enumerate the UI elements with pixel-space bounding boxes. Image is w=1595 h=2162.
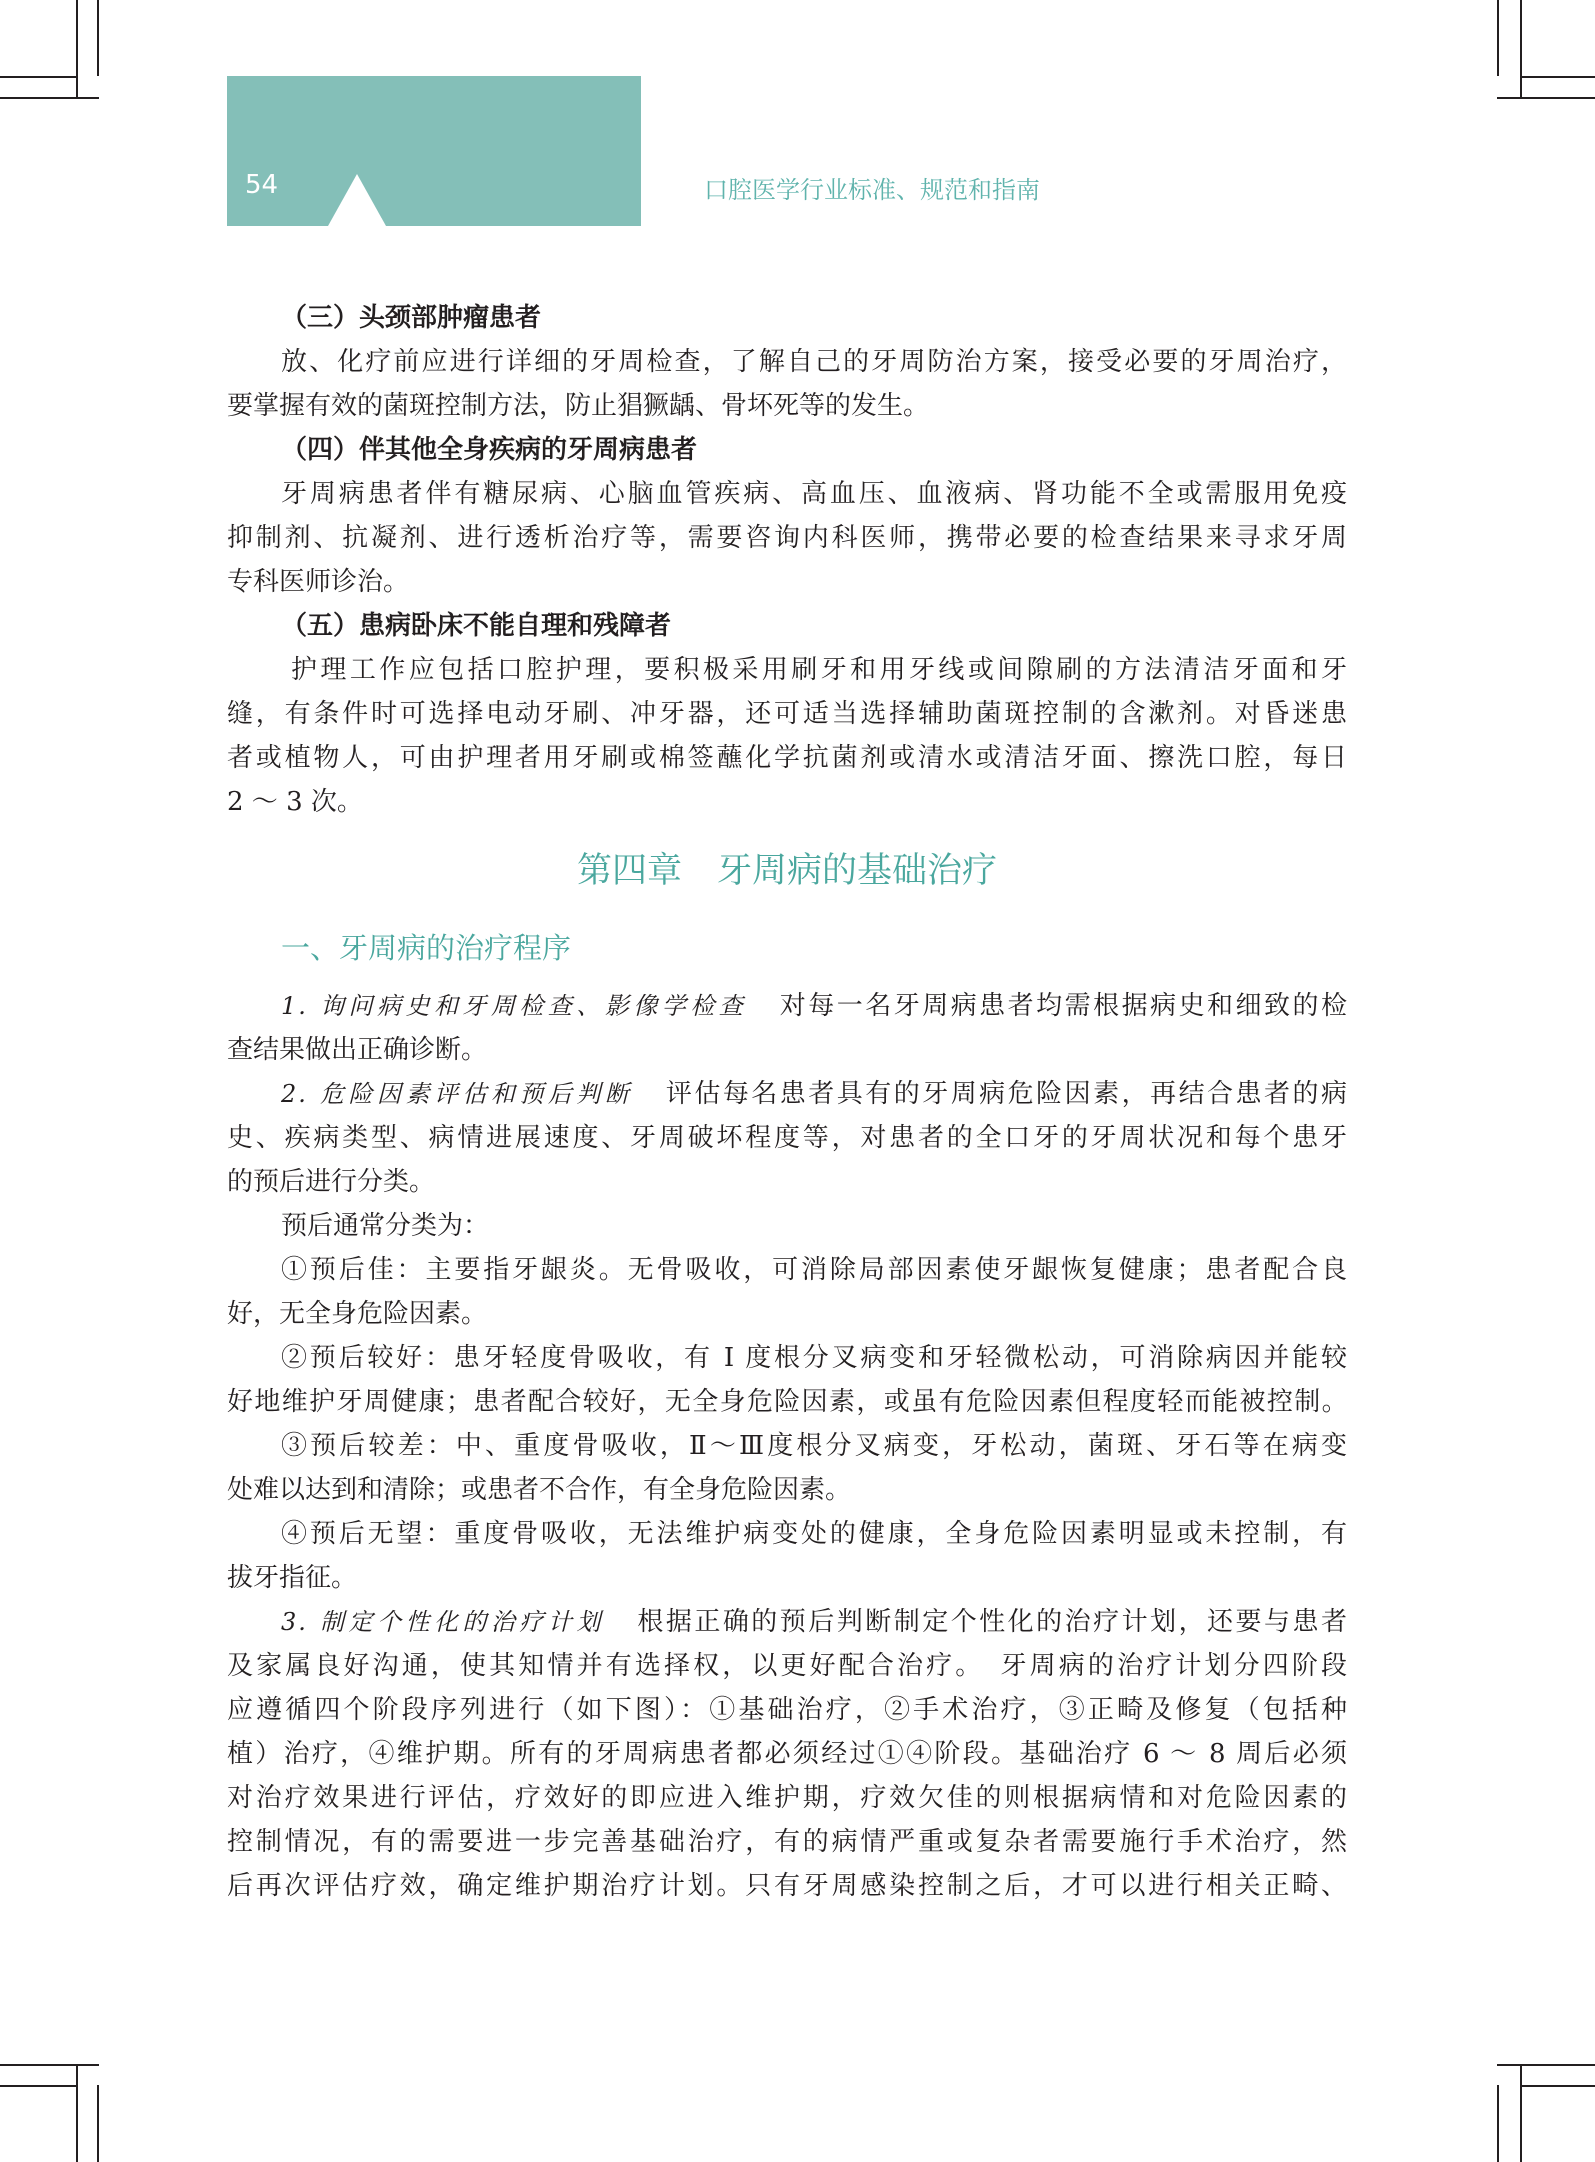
chapter-title: 第四章 牙周病的基础治疗: [576, 851, 997, 891]
paragraph-line: 查结果做出正确诊断。: [227, 1035, 488, 1065]
paragraph-line: 史、疾病类型、病情进展速度、牙周破坏程度等，对患者的全口牙的牙周状况和每个患牙: [227, 1123, 1347, 1153]
crop-mark-tl-h2: [0, 97, 99, 99]
paragraph-line: 者或植物人，可由护理者用牙刷或棉签蘸化学抗菌剂或清水或清洁牙面、擦洗口腔，每日: [227, 743, 1347, 773]
paragraph-line: 护理工作应包括口腔护理，要积极采用刷牙和用牙线或间隙刷的方法清洁牙面和牙: [291, 655, 1347, 685]
crop-mark-bl-h2: [0, 2064, 99, 2066]
paragraph-line: 专科医师诊治。: [227, 567, 410, 597]
running-title: 口腔医学行业标准、规范和指南: [704, 176, 1040, 204]
prognosis-poor: ③预后较差：中、重度骨吸收，Ⅱ～Ⅲ度根分叉病变，牙松动，菌斑、牙石等在病变: [281, 1431, 1347, 1461]
item-1-line: [227, 984, 1347, 1028]
section-heading-4: （四）伴其他全身疾病的牙周病患者: [281, 435, 698, 465]
item-2-line: [227, 1072, 1347, 1116]
prognosis-good: ①预后佳：主要指牙龈炎。无骨吸收，可消除局部因素使牙龈恢复健康；患者配合良: [281, 1255, 1347, 1285]
crop-mark-br-h: [1520, 2085, 1595, 2087]
header-band: [227, 76, 641, 226]
item-3-title: 3. 制定个性化的治疗计划: [281, 1608, 605, 1636]
section-heading-3: （三）头颈部肿瘤患者: [281, 303, 542, 333]
header-notch: [328, 174, 386, 226]
paragraph-line: 拔牙指征。: [227, 1563, 358, 1593]
section-title: 一、牙周病的治疗程序: [281, 931, 572, 965]
crop-mark-br-v: [1497, 2085, 1499, 2162]
crop-mark-tl-v: [97, 0, 99, 76]
crop-mark-bl-h: [0, 2085, 76, 2087]
page-number: 54: [245, 170, 279, 200]
item-3-line: [227, 1600, 1347, 1644]
paragraph-line: 处难以达到和清除；或患者不合作，有全身危险因素。: [227, 1475, 852, 1505]
paragraph-line: 放、化疗前应进行详细的牙周检查，了解自己的牙周防治方案，接受必要的牙周治疗，: [281, 347, 1347, 377]
paragraph-line: 缝，有条件时可选择电动牙刷、冲牙器，还可适当选择辅助菌斑控制的含漱剂。对昏迷患: [227, 699, 1347, 729]
crop-mark-tl-v2: [76, 0, 78, 97]
crop-mark-tl-h: [0, 76, 76, 78]
item-1-title: 1. 询问病史和牙周检查、影像学检查: [281, 992, 748, 1020]
paragraph-line: 好，无全身危险因素。: [227, 1299, 488, 1329]
crop-mark-br-v2: [1520, 2064, 1522, 2162]
crop-mark-tr-v2: [1520, 0, 1522, 97]
paragraph-line: 2 ～ 3 次。: [227, 787, 363, 817]
item-2-title: 2. 危险因素评估和预后判断: [281, 1080, 634, 1108]
paragraph-line: 后再次评估疗效，确定维护期治疗计划。只有牙周感染控制之后，才可以进行相关正畸、: [227, 1871, 1347, 1901]
paragraph-line: 要掌握有效的菌斑控制方法，防止猖獗龋、骨坏死等的发生。: [227, 391, 930, 421]
paragraph-line: 抑制剂、抗凝剂、进行透析治疗等，需要咨询内科医师，携带必要的检查结果来寻求牙周: [227, 523, 1347, 553]
paragraph-line: 的预后进行分类。: [227, 1167, 436, 1197]
prognosis-hopeless: ④预后无望：重度骨吸收，无法维护病变处的健康，全身危险因素明显或未控制，有: [281, 1519, 1347, 1549]
crop-mark-tr-v: [1497, 0, 1499, 76]
paragraph-line: 应遵循四个阶段序列进行（如下图）：①基础治疗，②手术治疗，③正畸及修复（包括种: [227, 1695, 1347, 1725]
prognosis-fair: ②预后较好：患牙轻度骨吸收，有 I 度根分叉病变和牙轻微松动，可消除病因并能较: [281, 1343, 1347, 1373]
item-3-text: 根据正确的预后判断制定个性化的治疗计划，还要与患者: [634, 1607, 1347, 1637]
paragraph-line: 对治疗效果进行评估，疗效好的即应进入维护期，疗效欠佳的则根据病情和对危险因素的: [227, 1783, 1347, 1813]
crop-mark-bl-v2: [76, 2064, 78, 2162]
crop-mark-tr-h2: [1497, 97, 1595, 99]
paragraph-line: 牙周病患者伴有糖尿病、心脑血管疾病、高血压、血液病、肾功能不全或需服用免疫: [281, 479, 1347, 509]
item-1-text: 对每一名牙周病患者均需根据病史和细致的检: [777, 991, 1347, 1021]
paragraph-line: 好地维护牙周健康；患者配合较好，无全身危险因素，或虽有危险因素但程度轻而能被控制。: [227, 1387, 1347, 1417]
paragraph-line: 植）治疗，④维护期。所有的牙周病患者都必须经过①④阶段。基础治疗 6 ～ 8 周后必须: [227, 1739, 1347, 1769]
paragraph-line: 控制情况，有的需要进一步完善基础治疗，有的病情严重或复杂者需要施行手术治疗，然: [227, 1827, 1347, 1857]
item-2-text: 评估每名患者具有的牙周病危险因素，再结合患者的病: [663, 1079, 1347, 1109]
crop-mark-tr-h: [1520, 76, 1595, 78]
section-heading-5: （五）患病卧床不能自理和残障者: [281, 611, 672, 641]
page-body: [227, 296, 1347, 1908]
crop-mark-br-h2: [1497, 2064, 1595, 2066]
paragraph-line: 及家属良好沟通，使其知情并有选择权，以更好配合治疗。 牙周病的治疗计划分四阶段: [227, 1651, 1347, 1681]
crop-mark-bl-v: [97, 2085, 99, 2162]
prognosis-intro: 预后通常分类为：: [281, 1211, 490, 1241]
